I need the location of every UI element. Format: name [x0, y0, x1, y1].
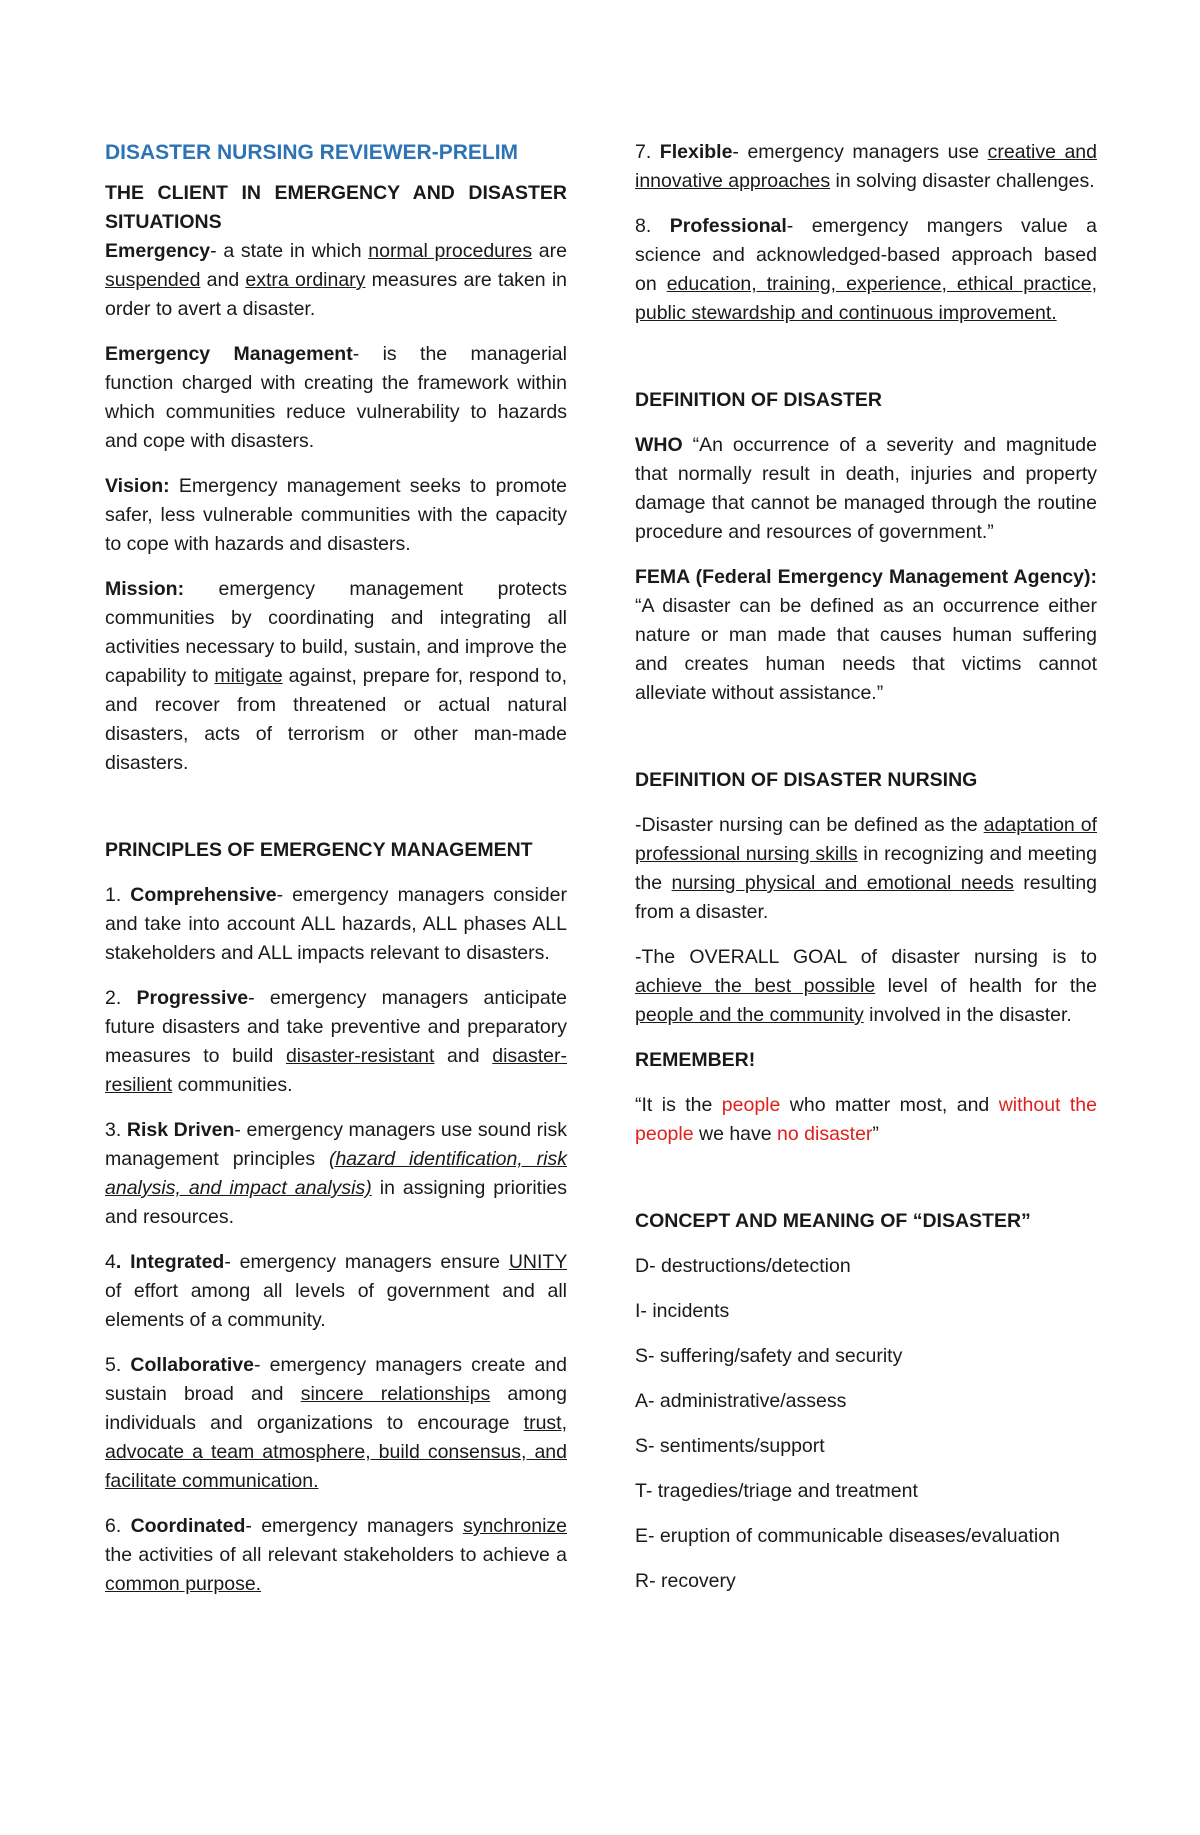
principle-professional: 8. Professional- emergency mangers value a science and acknowledged-based approach based on education, training, experience, ethical practice, public stewardship and continuous improvement. [635, 215, 1097, 324]
right-column [635, 138, 1097, 1612]
heading-principles: PRINCIPLES OF EMERGENCY MANAGEMENT [105, 839, 533, 861]
acronym-item: S- sentiments/support [635, 1435, 825, 1457]
principle-flexible: 7. Flexible- emergency managers use creative and innovative approaches in solving disaster challenges. [635, 141, 1097, 192]
principle-progressive: 2. Progressive- emergency managers anticipate future disasters and take preventive and preparatory measures to build disaster-resistant and disaster-resilient communities. [105, 987, 567, 1096]
heading-concept-disaster: CONCEPT AND MEANING OF “DISASTER” [635, 1210, 1031, 1232]
acronym-item: D- destructions/detection [635, 1255, 851, 1277]
acronym-item: T- tragedies/triage and treatment [635, 1480, 918, 1502]
principle-collaborative: 5. Collaborative- emergency managers create and sustain broad and sincere relationships among individuals and organizations to encourage trust, advocate a team atmosphere, build consensus, and facilitate communication. [105, 1354, 567, 1492]
principle-coordinated: 6. Coordinated- emergency managers synchronize the activities of all relevant stakeholders to achieve a common purpose. [105, 1515, 568, 1595]
remember-heading: REMEMBER! [635, 1049, 756, 1071]
left-column [105, 138, 567, 1599]
definition-fema: FEMA (Federal Emergency Management Agency): “A disaster can be defined as an occurrence either nature or man made that causes human suffering and creates human needs that victims cannot alleviate without assistance.” [635, 566, 1097, 704]
heading-client-emergency: THE CLIENT IN EMERGENCY AND DISASTER SITUATIONS [105, 182, 567, 233]
principle-comprehensive: 1. Comprehensive- emergency managers consider and take into account ALL hazards, ALL phases ALL stakeholders and ALL impacts relevant to disasters. [105, 884, 567, 964]
principle-risk-driven: 3. Risk Driven- emergency managers use sound risk management principles (hazard identification, risk analysis, and impact analysis) in assigning priorities and resources. [105, 1119, 567, 1228]
definition-vision: Vision: Emergency management seeks to promote safer, less vulnerable communities with the capacity to cope with hazards and disasters. [105, 475, 567, 555]
definition-who: WHO “An occurrence of a severity and magnitude that normally result in death, injuries and property damage that cannot be managed through the routine procedure and resources of government.” [635, 434, 1097, 543]
definition-emergency: Emergency- a state in which normal procedures are suspended and extra ordinary measures are taken in order to avert a disaster. [105, 240, 568, 320]
term-emergency: Emergency [105, 240, 211, 262]
disaster-nursing-definition: -Disaster nursing can be defined as the adaptation of professional nursing skills in recognizing and meeting the nursing physical and emotional needs resulting from a disaster. [635, 814, 1098, 923]
acronym-item: I- incidents [635, 1300, 730, 1322]
principle-integrated: 4. Integrated- emergency managers ensure UNITY of effort among all levels of government and all elements of a community. [105, 1251, 567, 1331]
acronym-item: E- eruption of communicable diseases/evaluation [635, 1525, 1060, 1547]
heading-definition-disaster-nursing: DEFINITION OF DISASTER NURSING [635, 769, 978, 791]
disaster-nursing-goal: -The OVERALL GOAL of disaster nursing is to achieve the best possible level of health for the people and the community involved in the disaster. [635, 946, 1097, 1026]
definition-mission: Mission: emergency management protects communities by coordinating and integrating all activities necessary to build, sustain, and improve the capability to mitigate against, prepare for, respond to, and recover from threatened or actual natural disasters, acts of terrorism or other man-made disasters. [105, 578, 567, 774]
definition-emergency-management: Emergency Management- is the managerial function charged with creating the framework within which communities reduce vulnerability to hazards and cope with disasters. [105, 343, 567, 452]
remember-quote: “It is the people who matter most, and without the people we have no disaster” [635, 1094, 1097, 1145]
acronym-list [635, 1252, 1097, 1596]
heading-definition-disaster: DEFINITION OF DISASTER [635, 389, 883, 411]
acronym-item: S- suffering/safety and security [635, 1345, 903, 1367]
acronym-item: A- administrative/assess [635, 1390, 847, 1412]
document-title: DISASTER NURSING REVIEWER-PRELIM [105, 141, 519, 164]
acronym-item: R- recovery [635, 1570, 736, 1592]
